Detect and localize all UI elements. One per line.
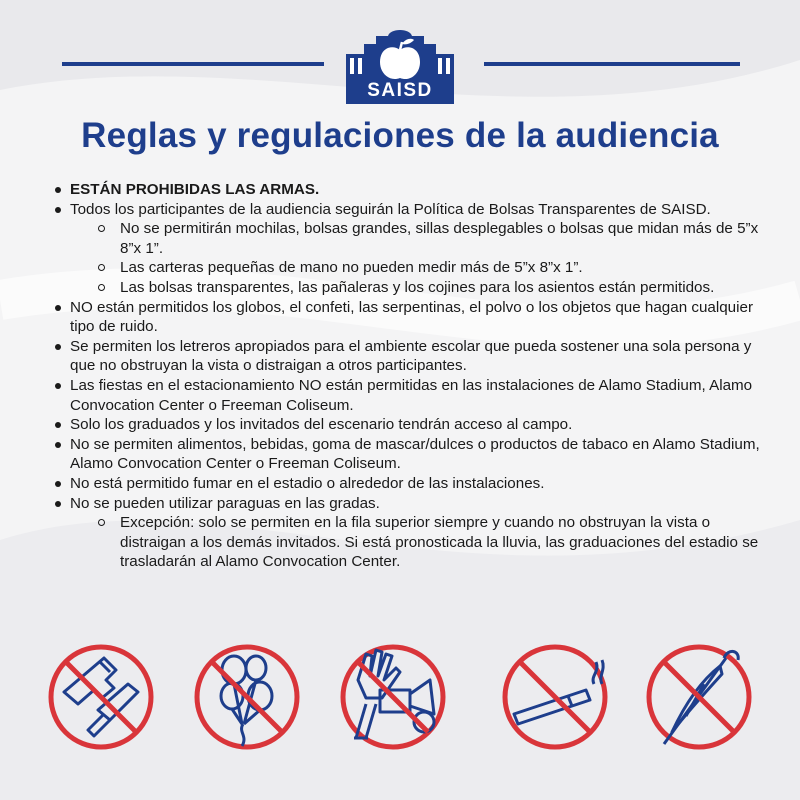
logo-text: SAISD (367, 80, 433, 101)
header-rule-right (484, 62, 740, 66)
rule-item: No se pueden utilizar paraguas en las gradas. Excepción: solo se permiten en la fila superior siempre y cuando no obstruyan la vista o distraigan a los demás invitados. Si está pronosticada la lluvia, las graduaciones del estadio se trasladarán al Alamo Convocation Center. (48, 494, 760, 572)
rules-list (48, 180, 760, 572)
rule-item: Las fiestas en el estacionamiento NO están permitidas en las instalaciones de Alamo Stadium, Alamo Convocation Center o Freeman Coliseum. (48, 376, 760, 415)
page-title: Reglas y regulaciones de la audiencia (81, 116, 719, 155)
rule-item: Solo los graduados y los invitados del escenario tendrán acceso al campo. (48, 415, 760, 435)
rule-item: Se permiten los letreros apropiados para el ambiente escolar que pueda sostener una sola persona y que no obstruyan la vista o distraigan a otros participantes. (48, 337, 760, 376)
saisd-logo (336, 20, 464, 104)
sub-rule-item: Excepción: solo se permiten en la fila superior siempre y cuando no obstruyan la vista o distraigan a los demás invitados. Si está pronosticada la lluvia, las graduaciones del estadio se trasladarán al Alamo Convocation Center. (92, 513, 760, 572)
rule-item: No está permitido fumar en el estadio o alrededor de las instalaciones. (48, 474, 760, 494)
rule-item: ESTÁN PROHIBIDAS LAS ARMAS. (48, 180, 760, 200)
header (0, 0, 800, 112)
no-balloons-icon (190, 640, 304, 754)
header-rule-left (62, 62, 324, 66)
prohibition-icons (0, 630, 800, 800)
no-noisemakers-icon (336, 640, 450, 754)
rule-item: Todos los participantes de la audiencia seguirán la Política de Bolsas Transparentes de SAISD. No se permitirán mochilas, bolsas grandes, sillas desplegables o bolsas que midan más de 5”x 8”x 1”. Las carteras pequeñas de mano no pueden medir más de 5”x 8”x 1”. Las bolsas transparentes, las pañaleras y los cojines para los asientos están permitidos. (48, 200, 760, 298)
rule-item: No se permiten alimentos, bebidas, goma de mascar/dulces o productos de tabaco en Alamo Stadium, Alamo Convocation Center o Freeman Coliseum. (48, 435, 760, 474)
no-umbrella-icon (642, 640, 756, 754)
rule-item: NO están permitidos los globos, el confeti, las serpentinas, el polvo o los objetos que hagan cualquier tipo de ruido. (48, 298, 760, 337)
sub-rule-item: Las bolsas transparentes, las pañaleras y los cojines para los asientos están permitidos. (92, 278, 760, 298)
no-weapons-icon (44, 640, 158, 754)
sub-rule-item: No se permitirán mochilas, bolsas grandes, sillas desplegables o bolsas que midan más de 5”x 8”x 1”. (92, 219, 760, 258)
sub-rule-item: Las carteras pequeñas de mano no pueden medir más de 5”x 8”x 1”. (92, 258, 760, 278)
no-smoking-icon (498, 640, 612, 754)
